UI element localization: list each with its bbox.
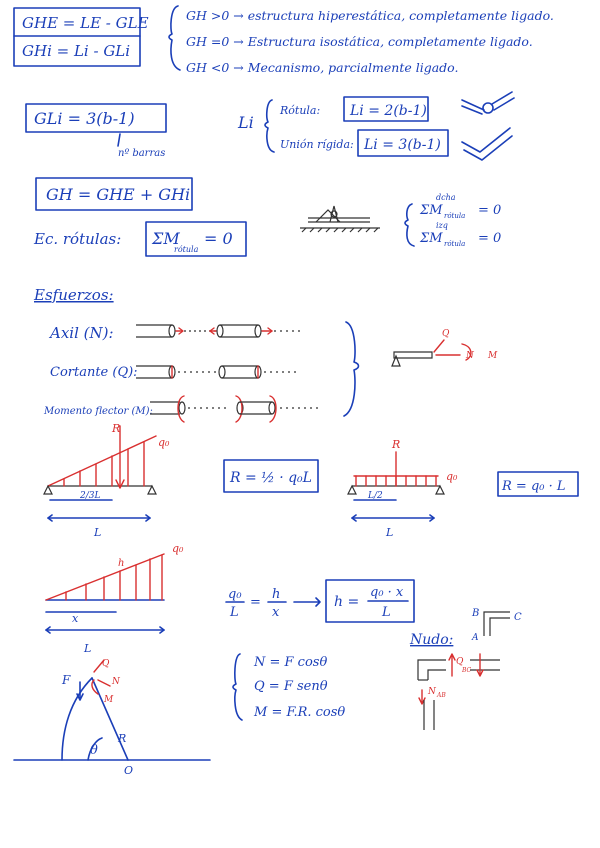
tri-result: R = ½ · q₀L xyxy=(230,470,312,486)
arch-eq-brace xyxy=(233,654,242,720)
moment-brace xyxy=(405,204,414,246)
arch-n-label: N xyxy=(112,677,120,687)
efforts-n-label: N xyxy=(466,351,474,361)
lin-l-label: L xyxy=(84,642,92,655)
uni-l2-label: L/2 xyxy=(368,491,383,501)
case-isostatic: GH =0 → Estructura isostática, completamente ligado. xyxy=(186,34,533,49)
moment-eq-bot-sub: rótula xyxy=(444,240,466,248)
ratio-rhs-den: x xyxy=(272,605,280,620)
ec-rotulas-sum: ΣM xyxy=(152,229,180,248)
node-a-label: A xyxy=(472,633,479,643)
cortante-label: Cortante (Q): xyxy=(50,365,138,380)
cases-brace xyxy=(169,6,180,70)
gli-note: nº barras xyxy=(118,148,166,159)
tri-q0-label: q₀ xyxy=(158,436,170,449)
efforts-beam-sketch xyxy=(392,340,471,366)
ghe-formula: GHE = LE - GLE xyxy=(22,14,149,32)
arch-r-label: R xyxy=(118,732,127,745)
case-hyperstatic: GH >0 → estructura hiperestática, completamente ligado. xyxy=(186,8,554,23)
triangular-load-sketch xyxy=(44,426,156,521)
hinge-sketch xyxy=(462,92,514,114)
linear-load-sketch xyxy=(46,554,164,633)
arch-f-label: F xyxy=(62,673,71,687)
ratio-result-lhs: h = xyxy=(334,594,360,610)
arch-m-label: M xyxy=(104,695,114,705)
node-q-label: Q xyxy=(456,657,464,667)
gli-note-arrow xyxy=(118,134,120,146)
node-n-sub: AB xyxy=(437,692,446,699)
ratio-result-den: L xyxy=(382,605,391,620)
efforts-title: Esfuerzos: xyxy=(34,286,114,304)
ec-rotulas-label: Ec. rótulas: xyxy=(34,230,122,248)
arch-q-label: Q xyxy=(102,659,110,669)
tri-l-label: L xyxy=(94,526,102,539)
node-b-label: B xyxy=(472,608,480,619)
arch-sketch xyxy=(14,660,210,760)
arch-o-label: O xyxy=(124,764,134,777)
node-q-sub: BC xyxy=(462,667,472,674)
lin-q0-label: q₀ xyxy=(172,542,184,555)
ratio-lhs-num: q₀ xyxy=(228,587,242,602)
arch-eq-m: M = F.R. cosθ xyxy=(254,705,346,720)
moment-eq-bot: ΣM xyxy=(420,231,443,246)
svg-text:=: = xyxy=(250,595,261,610)
arch-eq-n: N = F cosθ xyxy=(254,655,328,670)
union-label: Unión rígida: xyxy=(280,138,354,151)
efforts-brace xyxy=(344,322,359,416)
node-c-label: C xyxy=(514,612,522,623)
cortante-sketch xyxy=(136,366,300,378)
case-mechanism: GH <0 → Mecanismo, parcialmente ligado. xyxy=(186,60,459,75)
moment-eq-top-sub: rótula xyxy=(444,212,466,220)
moment-eq-bot-rhs: = 0 xyxy=(478,231,502,246)
arch-theta-label: θ xyxy=(90,743,98,758)
ratio-arrow xyxy=(294,598,320,606)
uniform-load-sketch xyxy=(348,452,444,521)
lin-h-label: h xyxy=(118,558,125,569)
uni-q0-label: q₀ xyxy=(446,470,458,483)
union-formula: Li = 3(b-1) xyxy=(364,137,441,153)
tri-r-label: R xyxy=(112,422,121,435)
rigid-joint-sketch xyxy=(462,128,512,160)
moment-dcha: dcha xyxy=(436,193,456,202)
node-n-label: N xyxy=(428,687,436,697)
ghi-formula: GHi = Li - GLi xyxy=(22,42,131,60)
axil-label: Axil (N): xyxy=(50,324,114,342)
lin-x-label: x xyxy=(72,612,79,625)
node-top-sketch xyxy=(484,612,510,636)
ratio-result-num: q₀ · x xyxy=(370,585,404,600)
axil-sketch xyxy=(136,325,300,337)
uni-r-label: R xyxy=(392,438,401,451)
tri-23l-label: 2/3L xyxy=(80,491,101,501)
ratio-rhs-num: h xyxy=(272,587,281,602)
node-title: Nudo: xyxy=(410,632,454,648)
momento-label: Momento flector (M): xyxy=(44,406,153,417)
li-brace xyxy=(265,100,274,152)
gli-formula: GLi = 3(b-1) xyxy=(34,109,135,128)
uni-l-label: L xyxy=(386,526,394,539)
ec-rotulas-sub: rótula xyxy=(174,245,199,254)
moment-eq-top-rhs: = 0 xyxy=(478,203,502,218)
arch-eq-q: Q = F senθ xyxy=(254,679,328,694)
li-label: Li xyxy=(238,113,254,132)
ec-rotulas-rhs: = 0 xyxy=(204,229,233,248)
rotula-label: Rótula: xyxy=(280,104,321,117)
degree-formulas-box xyxy=(14,8,149,66)
moment-izq: izq xyxy=(436,221,448,230)
rotula-formula: Li = 2(b-1) xyxy=(350,103,427,119)
moment-eq-top: ΣM xyxy=(420,203,443,218)
gh-total-formula: GH = GHE + GHi xyxy=(46,185,191,204)
efforts-q-label: Q xyxy=(442,329,450,339)
hinge-support-sketch xyxy=(300,206,380,232)
ratio-lhs-den: L xyxy=(230,605,239,620)
efforts-m-label: M xyxy=(488,351,498,361)
momento-sketch xyxy=(150,396,318,422)
uni-result: R = q₀ · L xyxy=(502,479,566,494)
